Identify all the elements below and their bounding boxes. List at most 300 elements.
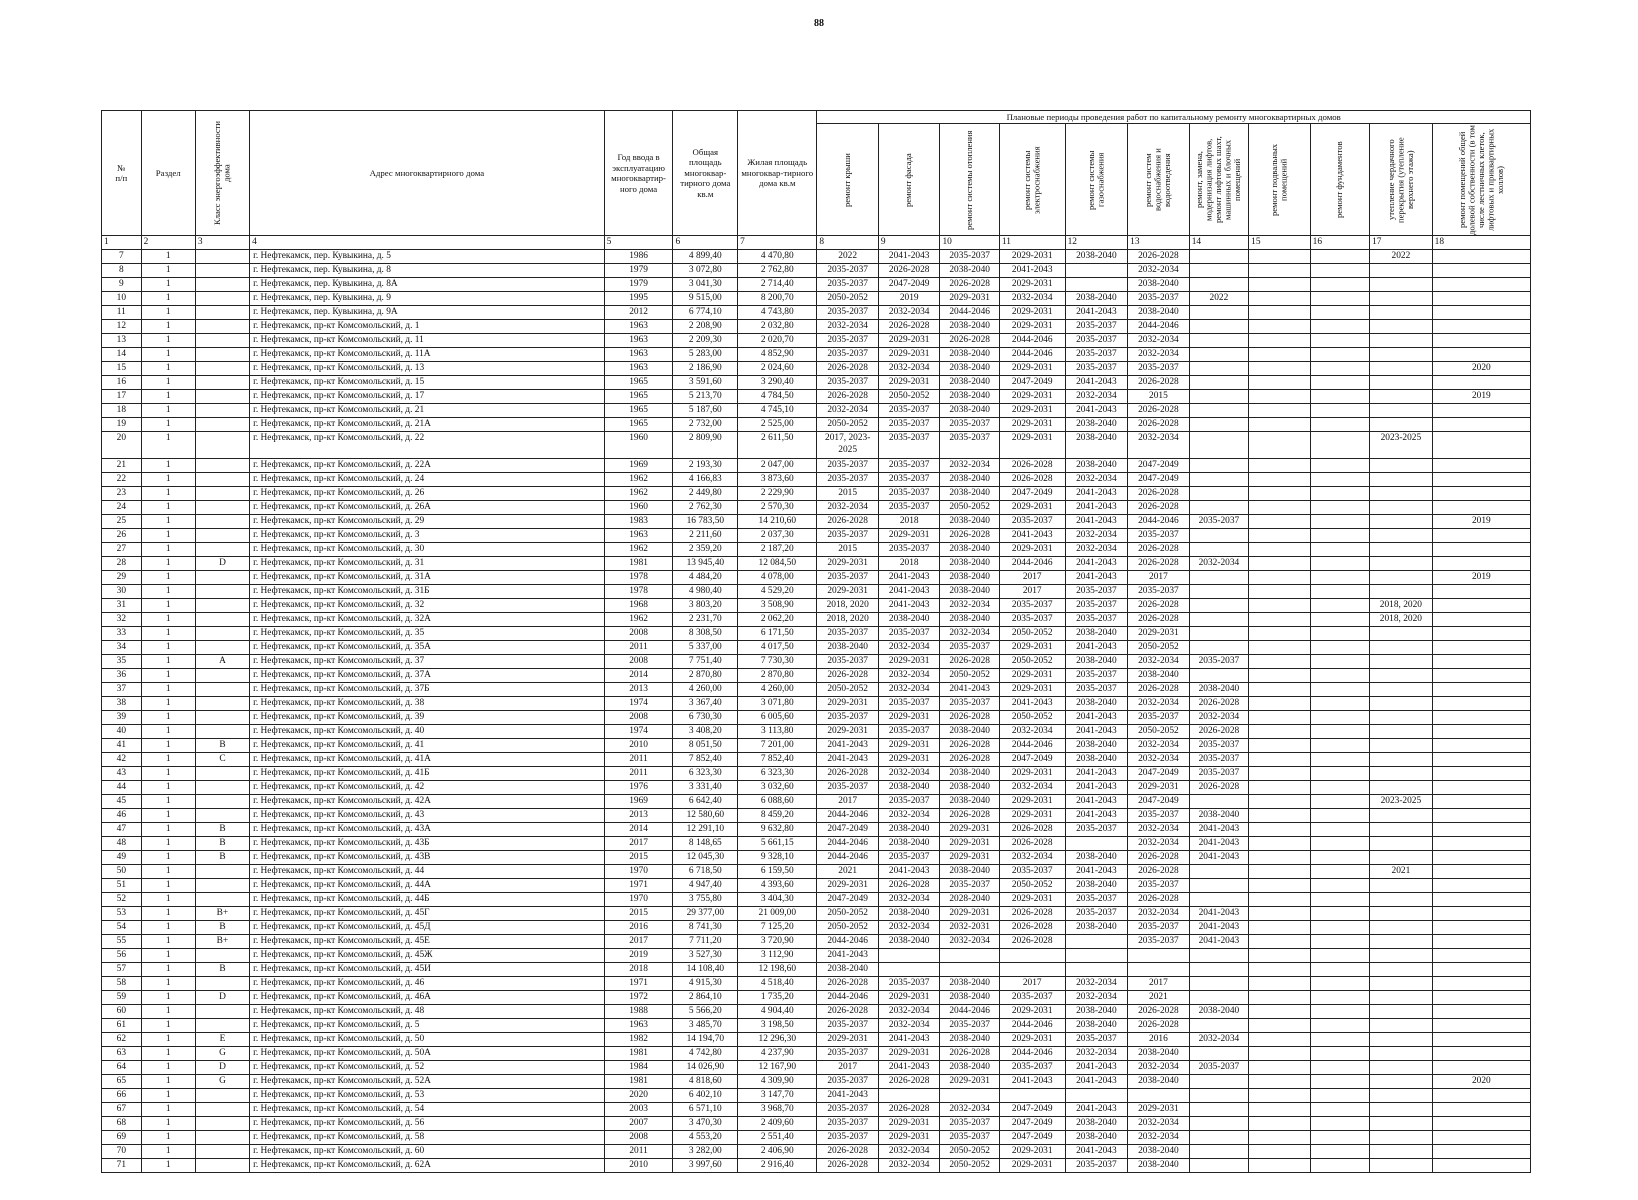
table-cell: 2026-2028 xyxy=(1128,893,1190,907)
table-cell: 2032-2034 xyxy=(999,851,1065,865)
table-cell: 2032-2034 xyxy=(1128,334,1190,348)
table-cell: 2035-2037 xyxy=(817,473,879,487)
table-row xyxy=(102,1159,1531,1173)
table-cell: 2029-2031 xyxy=(999,669,1065,683)
table-row xyxy=(102,865,1531,879)
table-cell xyxy=(1370,935,1433,949)
table-cell: 4 553,20 xyxy=(673,1131,738,1145)
table-cell: 2017 xyxy=(1128,571,1190,585)
table-cell xyxy=(1432,865,1530,879)
col-header-6: Общая площадь многоквар-тирного дома кв.м xyxy=(673,111,738,236)
table-cell xyxy=(1189,1075,1248,1089)
table-cell: 2038-2040 xyxy=(1128,278,1190,292)
address-cell: г. Нефтекамск, пр-кт Комсомольский, д. 22А xyxy=(250,459,605,473)
table-row xyxy=(102,627,1531,641)
address-cell: г. Нефтекамск, пр-кт Комсомольский, д. 45Г xyxy=(250,907,605,921)
table-cell: 4 899,40 xyxy=(673,250,738,264)
table-cell: 2032-2034 xyxy=(1065,1047,1128,1061)
table-cell: 2044-2046 xyxy=(1128,320,1190,334)
table-row xyxy=(102,599,1531,613)
table-cell xyxy=(1189,599,1248,613)
table-cell: 2029-2031 xyxy=(999,1159,1065,1173)
table-cell: 43 xyxy=(102,767,142,781)
address-cell: г. Нефтекамск, пр-кт Комсомольский, д. 43А xyxy=(250,823,605,837)
table-cell xyxy=(195,1131,249,1145)
table-row xyxy=(102,1047,1531,1061)
table-cell: 2032-2034 xyxy=(940,1103,999,1117)
table-cell xyxy=(1189,1131,1248,1145)
table-cell: 2038-2040 xyxy=(1065,1117,1128,1131)
table-cell: 23 xyxy=(102,487,142,501)
table-cell xyxy=(1432,627,1530,641)
column-number: 6 xyxy=(673,236,738,250)
table-cell: В xyxy=(195,963,249,977)
table-cell: 2011 xyxy=(604,767,673,781)
table-cell xyxy=(1249,390,1311,404)
table-cell: 2007 xyxy=(604,1117,673,1131)
table-cell: 2041-2043 xyxy=(999,697,1065,711)
table-row xyxy=(102,376,1531,390)
table-cell: 2035-2037 xyxy=(1065,907,1128,921)
table-cell xyxy=(1249,935,1311,949)
table-cell: 4 017,50 xyxy=(738,641,817,655)
table-cell xyxy=(195,1005,249,1019)
table-cell xyxy=(1310,767,1369,781)
table-cell xyxy=(1310,627,1369,641)
table-cell: 2014 xyxy=(604,823,673,837)
table-cell xyxy=(1370,1061,1433,1075)
table-cell: 2050-2052 xyxy=(940,1145,999,1159)
table-cell: 8 051,50 xyxy=(673,739,738,753)
table-cell: 2019 xyxy=(1432,390,1530,404)
table-cell: 1 xyxy=(141,432,195,459)
table-cell: 2029-2031 xyxy=(878,991,940,1005)
table-cell xyxy=(1432,683,1530,697)
table-cell: 3 331,40 xyxy=(673,781,738,795)
address-cell: г. Нефтекамск, пр-кт Комсомольский, д. 30 xyxy=(250,543,605,557)
table-body xyxy=(102,250,1531,1173)
table-cell: 1 xyxy=(141,362,195,376)
table-cell: 2041-2043 xyxy=(999,264,1065,278)
table-cell: 1974 xyxy=(604,697,673,711)
table-cell xyxy=(1249,376,1311,390)
table-cell xyxy=(1310,376,1369,390)
table-cell: 1983 xyxy=(604,515,673,529)
table-cell: 1963 xyxy=(604,1019,673,1033)
table-cell: 2029-2031 xyxy=(878,334,940,348)
table-cell: 2032-2034 xyxy=(1128,753,1190,767)
table-cell: 6 718,50 xyxy=(673,865,738,879)
col-header-13: ремонт систем водоснабжения и водоотведения xyxy=(1128,124,1190,236)
table-cell: 2041-2043 xyxy=(1065,725,1128,739)
table-cell: 3 873,60 xyxy=(738,473,817,487)
table-cell: 2038-2040 xyxy=(940,767,999,781)
table-cell: 2019 xyxy=(1432,515,1530,529)
table-cell: 2032-2034 xyxy=(1189,1033,1248,1047)
table-cell: 1981 xyxy=(604,557,673,571)
table-cell: 2035-2037 xyxy=(817,1075,879,1089)
table-cell xyxy=(1189,795,1248,809)
table-cell: 2017 xyxy=(999,585,1065,599)
table-cell xyxy=(1249,515,1311,529)
table-cell: 3 198,50 xyxy=(738,1019,817,1033)
address-cell: г. Нефтекамск, пр-кт Комсомольский, д. 41 xyxy=(250,739,605,753)
table-cell: 2021 xyxy=(1370,865,1433,879)
table-cell xyxy=(1432,459,1530,473)
table-cell xyxy=(195,1089,249,1103)
table-cell xyxy=(195,683,249,697)
table-row xyxy=(102,1145,1531,1159)
table-cell xyxy=(195,1159,249,1173)
table-cell: 2035-2037 xyxy=(940,879,999,893)
column-number: 13 xyxy=(1128,236,1190,250)
table-cell: 1 xyxy=(141,655,195,669)
table-cell xyxy=(1310,1117,1369,1131)
table-cell: 2035-2037 xyxy=(940,418,999,432)
table-cell: 2035-2037 xyxy=(1065,585,1128,599)
table-cell: 2041-2043 xyxy=(878,599,940,613)
table-cell: 2035-2037 xyxy=(878,697,940,711)
table-cell: 2026-2028 xyxy=(940,753,999,767)
table-row xyxy=(102,725,1531,739)
table-cell: 1970 xyxy=(604,893,673,907)
table-cell xyxy=(1432,432,1530,459)
table-cell: 2022 xyxy=(1370,250,1433,264)
table-cell: 2038-2040 xyxy=(940,613,999,627)
table-cell: 2047-2049 xyxy=(817,893,879,907)
table-cell xyxy=(1249,683,1311,697)
table-cell: 2026-2028 xyxy=(1128,557,1190,571)
table-cell xyxy=(1432,851,1530,865)
table-cell: 12 198,60 xyxy=(738,963,817,977)
table-cell xyxy=(1189,669,1248,683)
table-cell: 2026-2028 xyxy=(940,529,999,543)
table-cell: 1986 xyxy=(604,250,673,264)
table-cell: 2 611,50 xyxy=(738,432,817,459)
table-row xyxy=(102,278,1531,292)
table-cell: 2026-2028 xyxy=(940,278,999,292)
table-cell: 1 xyxy=(141,1047,195,1061)
column-number: 15 xyxy=(1249,236,1311,250)
table-cell: 2032-2034 xyxy=(1128,655,1190,669)
table-cell: 53 xyxy=(102,907,142,921)
table-cell xyxy=(1310,278,1369,292)
table-cell: 2032-2034 xyxy=(878,669,940,683)
table-cell xyxy=(1432,585,1530,599)
table-cell: 2050-2052 xyxy=(817,907,879,921)
table-cell: 2035-2037 xyxy=(817,571,879,585)
table-cell xyxy=(1189,459,1248,473)
table-cell: 1 xyxy=(141,725,195,739)
table-cell: 2032-2034 xyxy=(999,292,1065,306)
table-cell: 1 xyxy=(141,753,195,767)
table-cell: 2035-2037 xyxy=(817,334,879,348)
table-cell: 40 xyxy=(102,725,142,739)
table-cell: 2044-2046 xyxy=(999,1047,1065,1061)
address-cell: г. Нефтекамск, пр-кт Комсомольский, д. 37А xyxy=(250,669,605,683)
table-cell xyxy=(1249,977,1311,991)
table-cell xyxy=(1432,543,1530,557)
table-cell: 32 xyxy=(102,613,142,627)
table-cell xyxy=(1370,306,1433,320)
table-cell: 2038-2040 xyxy=(940,585,999,599)
table-cell: 71 xyxy=(102,1159,142,1173)
table-cell: 2020 xyxy=(1432,362,1530,376)
table-cell: 65 xyxy=(102,1075,142,1089)
col-header-7: Жилая площадь многоквар-тирного дома кв.м xyxy=(738,111,817,236)
table-cell xyxy=(1370,823,1433,837)
table-cell: 8 148,65 xyxy=(673,837,738,851)
table-cell: 2032-2034 xyxy=(878,809,940,823)
table-cell: 30 xyxy=(102,585,142,599)
table-cell: 1 xyxy=(141,1005,195,1019)
table-cell xyxy=(940,1089,999,1103)
table-row xyxy=(102,432,1531,459)
table-cell xyxy=(1370,655,1433,669)
table-cell xyxy=(1249,921,1311,935)
table-cell xyxy=(1310,1089,1369,1103)
table-cell: 3 720,90 xyxy=(738,935,817,949)
table-cell: 2044-2046 xyxy=(999,739,1065,753)
table-cell: 2029-2031 xyxy=(999,795,1065,809)
table-cell: 2012 xyxy=(604,306,673,320)
table-cell xyxy=(1189,571,1248,585)
table-cell xyxy=(1432,348,1530,362)
table-cell: 2035-2037 xyxy=(1065,823,1128,837)
table-cell xyxy=(195,949,249,963)
address-cell: г. Нефтекамск, пр-кт Комсомольский, д. 22 xyxy=(250,432,605,459)
table-cell: 22 xyxy=(102,473,142,487)
table-cell: 2026-2028 xyxy=(999,837,1065,851)
table-cell: 6 323,30 xyxy=(738,767,817,781)
table-cell: 58 xyxy=(102,977,142,991)
table-cell: 2008 xyxy=(604,711,673,725)
table-cell xyxy=(195,1103,249,1117)
table-cell: 2041-2043 xyxy=(1065,404,1128,418)
col-header-16: ремонт фундаментов xyxy=(1310,124,1369,236)
table-cell: 2035-2037 xyxy=(940,1131,999,1145)
table-cell: 2038-2040 xyxy=(940,473,999,487)
table-cell xyxy=(1065,963,1128,977)
table-cell: 2029-2031 xyxy=(999,250,1065,264)
table-cell xyxy=(195,1145,249,1159)
table-cell xyxy=(1310,977,1369,991)
table-cell xyxy=(1370,739,1433,753)
table-cell: 2041-2043 xyxy=(999,1075,1065,1089)
table-cell xyxy=(1432,641,1530,655)
table-cell: 54 xyxy=(102,921,142,935)
table-cell xyxy=(1310,893,1369,907)
table-cell xyxy=(1249,292,1311,306)
table-cell xyxy=(1065,935,1128,949)
table-cell: 2035-2037 xyxy=(817,1103,879,1117)
table-cell xyxy=(195,278,249,292)
table-cell xyxy=(1432,501,1530,515)
col-header-14: ремонт, замена, модернизация лифтов, ремонт лифтовых шахт, машинных и блочных помещений xyxy=(1189,124,1248,236)
table-cell: 2038-2040 xyxy=(940,320,999,334)
table-cell xyxy=(1370,879,1433,893)
table-cell: 1960 xyxy=(604,501,673,515)
table-cell xyxy=(1432,1047,1530,1061)
table-cell: 2026-2028 xyxy=(1128,418,1190,432)
table-cell: 2038-2040 xyxy=(1065,697,1128,711)
table-row xyxy=(102,697,1531,711)
table-cell xyxy=(1310,404,1369,418)
table-cell: 2032-2034 xyxy=(1128,1131,1190,1145)
table-cell: 2020 xyxy=(604,1089,673,1103)
address-cell: г. Нефтекамск, пр-кт Комсомольский, д. 46 xyxy=(250,977,605,991)
table-cell: 2029-2031 xyxy=(1128,781,1190,795)
table-cell xyxy=(1310,1145,1369,1159)
table-cell: 2032-2034 xyxy=(878,362,940,376)
table-cell: 2035-2037 xyxy=(878,627,940,641)
table-cell xyxy=(1432,1131,1530,1145)
table-cell xyxy=(1432,376,1530,390)
table-cell: 1 xyxy=(141,893,195,907)
table-cell: 1 xyxy=(141,683,195,697)
table-cell: 29 377,00 xyxy=(673,907,738,921)
table-cell xyxy=(1310,655,1369,669)
table-cell: 1 xyxy=(141,264,195,278)
table-cell: 2038-2040 xyxy=(1128,669,1190,683)
table-cell: 2026-2028 xyxy=(999,907,1065,921)
table-cell: 4 980,40 xyxy=(673,585,738,599)
table-row xyxy=(102,1005,1531,1019)
table-cell: 46 xyxy=(102,809,142,823)
table-cell: 2032-2034 xyxy=(940,599,999,613)
table-cell: 1 xyxy=(141,697,195,711)
table-row xyxy=(102,907,1531,921)
table-cell: 2032-2034 xyxy=(1128,739,1190,753)
table-cell xyxy=(1249,641,1311,655)
table-cell: 2035-2037 xyxy=(1065,599,1128,613)
col-header-11: ремонт системы электроснабжения xyxy=(999,124,1065,236)
table-cell: 2029-2031 xyxy=(817,879,879,893)
table-cell xyxy=(1310,473,1369,487)
table-cell xyxy=(195,809,249,823)
table-cell xyxy=(1189,1047,1248,1061)
address-cell: г. Нефтекамск, пр-кт Комсомольский, д. 44 xyxy=(250,865,605,879)
table-cell: 2041-2043 xyxy=(878,250,940,264)
table-cell xyxy=(1432,1145,1530,1159)
table-cell: 57 xyxy=(102,963,142,977)
table-cell xyxy=(195,697,249,711)
table-cell: 3 072,80 xyxy=(673,264,738,278)
table-cell: 1 xyxy=(141,334,195,348)
address-cell: г. Нефтекамск, пр-кт Комсомольский, д. 17 xyxy=(250,390,605,404)
table-row xyxy=(102,585,1531,599)
address-cell: г. Нефтекамск, пр-кт Комсомольский, д. 15 xyxy=(250,376,605,390)
table-cell: 2017 xyxy=(999,977,1065,991)
table-cell: 2032-2034 xyxy=(940,935,999,949)
table-cell: 2032-2034 xyxy=(878,683,940,697)
table-cell: 2026-2028 xyxy=(1128,250,1190,264)
table-cell: 2026-2028 xyxy=(817,362,879,376)
col-header-15: ремонт подвальных помещений xyxy=(1249,124,1311,236)
table-cell: 2038-2040 xyxy=(1065,879,1128,893)
address-cell: г. Нефтекамск, пр-кт Комсомольский, д. 35 xyxy=(250,627,605,641)
table-cell: 2026-2028 xyxy=(817,390,879,404)
table-cell: 2029-2031 xyxy=(999,432,1065,459)
table-cell: 5 213,70 xyxy=(673,390,738,404)
table-cell: 1981 xyxy=(604,1075,673,1089)
table-cell xyxy=(1128,963,1190,977)
table-cell xyxy=(1249,1089,1311,1103)
table-cell xyxy=(1432,487,1530,501)
table-cell xyxy=(1370,711,1433,725)
table-cell: 2 208,90 xyxy=(673,320,738,334)
table-cell xyxy=(1189,432,1248,459)
table-cell xyxy=(878,963,940,977)
column-number: 3 xyxy=(195,236,249,250)
table-cell: 2038-2040 xyxy=(940,991,999,1005)
table-cell: 2011 xyxy=(604,753,673,767)
table-cell xyxy=(1432,711,1530,725)
table-cell xyxy=(1249,264,1311,278)
table-cell: 2017, 2023-2025 xyxy=(817,432,879,459)
table-cell xyxy=(1370,893,1433,907)
table-cell xyxy=(1432,529,1530,543)
table-cell: 1988 xyxy=(604,1005,673,1019)
table-cell: 1971 xyxy=(604,879,673,893)
table-cell: 2029-2031 xyxy=(817,725,879,739)
table-cell: 2035-2037 xyxy=(817,1019,879,1033)
table-cell: 2035-2037 xyxy=(1128,529,1190,543)
table-cell: 1 xyxy=(141,278,195,292)
address-cell: г. Нефтекамск, пр-кт Комсомольский, д. 35А xyxy=(250,641,605,655)
table-cell: 4 947,40 xyxy=(673,879,738,893)
table-cell xyxy=(1128,1089,1190,1103)
table-cell xyxy=(1249,907,1311,921)
table-cell: 3 408,20 xyxy=(673,725,738,739)
table-cell xyxy=(1249,459,1311,473)
table-cell: 2038-2040 xyxy=(1128,306,1190,320)
table-cell xyxy=(1432,725,1530,739)
table-cell: 2041-2043 xyxy=(817,1089,879,1103)
table-cell xyxy=(1310,390,1369,404)
table-cell xyxy=(1189,1145,1248,1159)
table-cell xyxy=(195,795,249,809)
table-cell xyxy=(195,613,249,627)
table-cell xyxy=(1310,935,1369,949)
table-cell xyxy=(1370,1103,1433,1117)
table-row xyxy=(102,1103,1531,1117)
planned-periods-title: Плановые периоды проведения работ по капитальному ремонту многоквартирных домов xyxy=(817,111,1531,124)
table-cell: 2026-2028 xyxy=(1128,683,1190,697)
table-cell: 1981 xyxy=(604,1047,673,1061)
table-cell: 5 661,15 xyxy=(738,837,817,851)
table-cell: 2 359,20 xyxy=(673,543,738,557)
table-cell: 2026-2028 xyxy=(878,264,940,278)
address-cell: г. Нефтекамск, пр-кт Комсомольский, д. 24 xyxy=(250,473,605,487)
table-cell: 2044-2046 xyxy=(999,348,1065,362)
table-cell: 2032-2034 xyxy=(878,1159,940,1173)
table-cell xyxy=(1310,949,1369,963)
table-cell: 2026-2028 xyxy=(1128,404,1190,418)
column-number: 10 xyxy=(940,236,999,250)
table-cell: D xyxy=(195,1061,249,1075)
table-cell: 2026-2028 xyxy=(817,1145,879,1159)
table-cell: 2 570,30 xyxy=(738,501,817,515)
table-cell: 2035-2037 xyxy=(940,1019,999,1033)
table-cell: 1 xyxy=(141,1145,195,1159)
table-cell: 50 xyxy=(102,865,142,879)
table-cell: 2041-2043 xyxy=(1065,795,1128,809)
table-cell: 2047-2049 xyxy=(1128,473,1190,487)
table-cell xyxy=(1370,292,1433,306)
table-cell: 2029-2031 xyxy=(999,683,1065,697)
table-cell: 2029-2031 xyxy=(940,837,999,851)
